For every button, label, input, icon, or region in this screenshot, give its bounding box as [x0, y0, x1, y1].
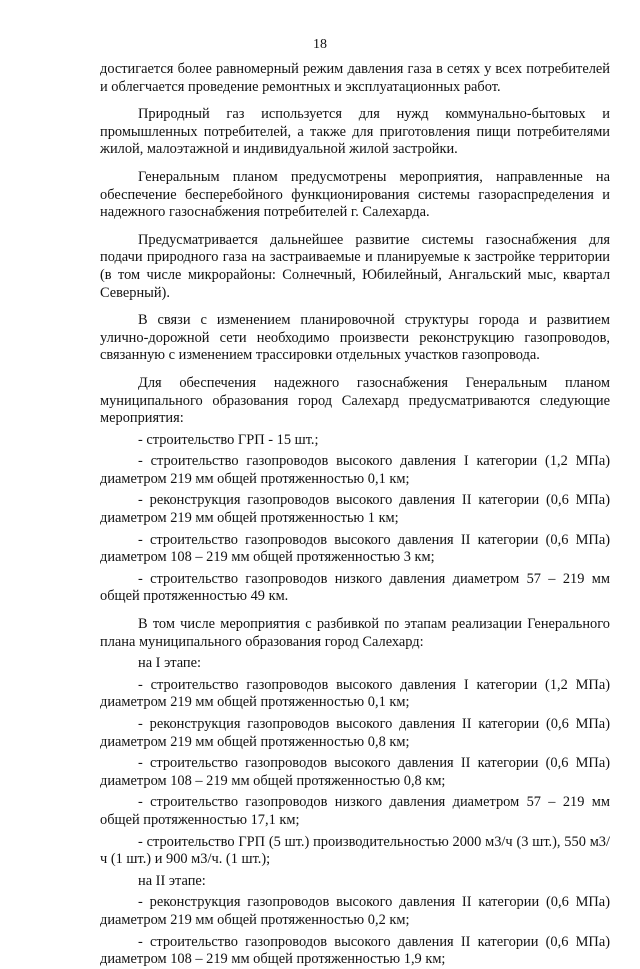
document-body	[100, 61, 610, 969]
paragraph-measures-intro: Для обеспечения надежного газоснабжения Генеральным планом муниципального образования город Салехард предусматриваются следующие мероприятия:	[100, 374, 610, 427]
list-item: - строительство газопроводов низкого давления диаметром 57 – 219 мм общей протяженностью 17,1 км;	[100, 794, 610, 828]
list-item: - реконструкция газопроводов высокого давления II категории (0,6 МПа) диаметром 219 мм общей протяженностью 1 км;	[100, 492, 610, 527]
list-item: - строительство газопроводов высокого давления II категории (0,6 МПа) диаметром 108 – 219 мм общей протяженностью 3 км;	[100, 531, 610, 566]
paragraph-reconstruction: В связи с изменением планировочной структуры города и развитием улично-дорожной сети необходимо произвести реконструкцию газопроводов, связанную с изменением трассировки отдельных участков газопровода.	[100, 312, 610, 364]
list-item: - строительство ГРП - 15 шт.;	[138, 431, 319, 448]
paragraph-stages-intro: В том числе мероприятия с разбивкой по этапам реализации Генерального плана муниципального образования город Салехард:	[100, 616, 610, 650]
paragraph-continuation: достигается более равномерный режим давления газа в сетях у всех потребителей и облегчается проведение ремонтных и эксплуатационных работ.	[100, 61, 610, 95]
page-number: 18	[313, 37, 327, 52]
list-item: - строительство газопроводов высокого давления I категории (1,2 МПа) диаметром 219 мм общей протяженностью 0,1 км;	[100, 453, 610, 487]
list-item: - реконструкция газопроводов высокого давления II категории (0,6 МПа) диаметром 219 мм общей протяженностью 0,8 км;	[100, 716, 610, 750]
paragraph-general-plan-measures: Генеральным планом предусмотрены мероприятия, направленные на обеспечение бесперебойного функционирования системы газораспределения и надежного газоснабжения потребителей г. Салехарда.	[100, 168, 610, 221]
list-item: - строительство газопроводов высокого давления I категории (1,2 МПа) диаметром 219 мм общей протяженностью 0,1 км;	[100, 676, 610, 711]
paragraph-natural-gas-usage: Природный газ используется для нужд коммунально-бытовых и промышленных потребителей, а также для приготовления пищи потребителями жилой, малоэтажной и индивидуальной жилой застройки.	[100, 106, 610, 158]
list-item: - строительство газопроводов высокого давления II категории (0,6 МПа) диаметром 108 – 219 мм общей протяженностью 1,9 км;	[100, 933, 610, 968]
stage-heading-2: на II этапе:	[138, 872, 206, 889]
paragraph-further-development: Предусматривается дальнейшее развитие системы газоснабжения для подачи природного газа на застраиваемые и планируемые к застройке территории (в том числе микрорайоны: Солнечный, Юбилейный, Ангальский мыс, квартал Северный).	[100, 231, 610, 301]
list-item: - строительство газопроводов высокого давления II категории (0,6 МПа) диаметром 108 – 219 мм общей протяженностью 0,8 км;	[100, 755, 610, 789]
list-item: - строительство газопроводов низкого давления диаметром 57 – 219 мм общей протяженностью 49 км.	[100, 570, 610, 605]
list-item: - реконструкция газопроводов высокого давления II категории (0,6 МПа) диаметром 219 мм общей протяженностью 0,2 км;	[100, 894, 610, 928]
list-item: - строительство ГРП (5 шт.) производительностью 2000 м3/ч (3 шт.), 550 м3/ч (1 шт.) и 900 м3/ч. (1 шт.);	[100, 833, 610, 868]
stage-heading-1: на I этапе:	[138, 655, 202, 672]
